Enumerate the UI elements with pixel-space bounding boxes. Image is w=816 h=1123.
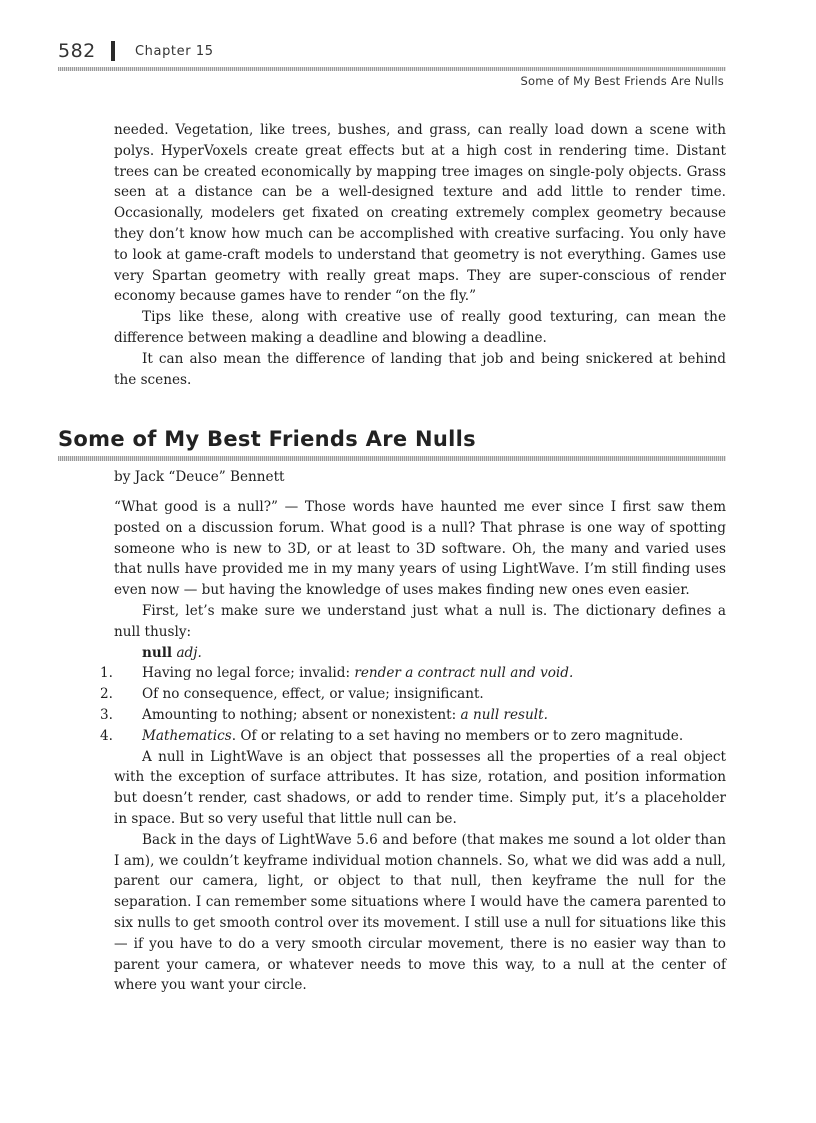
section-paragraph-3: A null in LightWave is an object that possesses all the properties of a real object with the exception of surface attributes. It has size, rotation, and position information but doesn’t render, cast shadows, or add to render time. Simply put, it’s a placeholder in space. But so very useful that little null can be. [114, 748, 726, 827]
definition-part-of-speech: adj. [176, 644, 202, 661]
definition-example: a null result. [460, 706, 548, 723]
definition-item [100, 705, 726, 726]
definition-text: . Of or relating to a set having no members or to zero magnitude. [231, 727, 684, 744]
definition-text: Amounting to nothing; absent or nonexistent: [142, 706, 461, 723]
intro-paragraph-2: Tips like these, along with creative use of really good texturing, can mean the difference between making a deadline and blowing a deadline. [114, 309, 726, 346]
section-paragraph-2: First, let’s make sure we understand just what a null is. The dictionary defines a null thusly: [114, 602, 726, 640]
definition-term: null [142, 644, 173, 661]
definition-text: Of no consequence, effect, or value; insignificant. [142, 686, 484, 703]
definition-headword [114, 643, 726, 664]
intro-paragraph-3: It can also mean the difference of landing that job and being snickered at behind the scenes. [114, 350, 726, 388]
running-title: Some of My Best Friends Are Nulls [520, 74, 724, 88]
section-heading: Some of My Best Friends Are Nulls [58, 427, 476, 451]
definition-number: 1. [100, 665, 113, 682]
byline: by Jack “Deuce” Bennett [114, 469, 285, 485]
section-paragraph-1: “What good is a null?” — Those words have haunted me ever since I first saw them posted on a discussion forum. What good is a null? That phrase is one way of spotting someone who is new to 3D, or at least to 3D software. Oh, the many and varied uses that nulls have provided me in my many years of using LightWave. I’m still finding uses even now — but having the knowledge of uses makes finding new ones even easier. [114, 499, 726, 599]
intro-paragraph-1: needed. Vegetation, like trees, bushes, and grass, can really load down a scene with polys. HyperVoxels create great effects but at a high cost in rendering time. Distant trees can be created economically by mapping tree images on single-poly objects. Grass seen at a distance can be a well-designed texture and add little to render time. Occasionally, modelers get fixated on creating extremely complex geometry because they don’t know how much can be accomplished with creative surfacing. You only have to look at game-craft models to understand that geometry is not everything. Games use very Spartan geometry with really great maps. They are super-conscious of render economy because games have to render “on the fly.” [114, 122, 726, 305]
definition-number: 2. [100, 686, 113, 703]
header-rule [58, 67, 726, 71]
definition-item [100, 684, 726, 705]
definition-field-label: Mathematics [142, 727, 232, 744]
page-header [58, 38, 726, 66]
header-divider-bar [111, 41, 115, 61]
definition-item [100, 663, 726, 684]
chapter-label: Chapter 15 [135, 44, 214, 59]
definition-number: 4. [100, 727, 113, 744]
section-rule [58, 456, 726, 461]
page-number: 582 [58, 40, 96, 62]
definition-example: render a contract null and void. [354, 665, 574, 682]
section-paragraph-4: Back in the days of LightWave 5.6 and before (that makes me sound a lot older than I am), we couldn’t keyframe individual motion channels. So, what we did was add a null, parent our camera, light, or object to that null, then keyframe the null for the separation. I can remember some situations where I would have the camera parented to six nulls to get smooth control over its movement. I still use a null for situations like this — if you have to do a very smooth circular movement, there is no easier way than to parent your camera, or whatever needs to move this way, to a null at the center of where you want your circle. [114, 831, 726, 994]
definition-number: 3. [100, 706, 113, 723]
definition-item [100, 726, 726, 747]
intro-text [114, 120, 726, 390]
definition-text: Having no legal force; invalid: [142, 665, 355, 682]
definition-list [100, 663, 726, 746]
section-body [100, 497, 726, 996]
